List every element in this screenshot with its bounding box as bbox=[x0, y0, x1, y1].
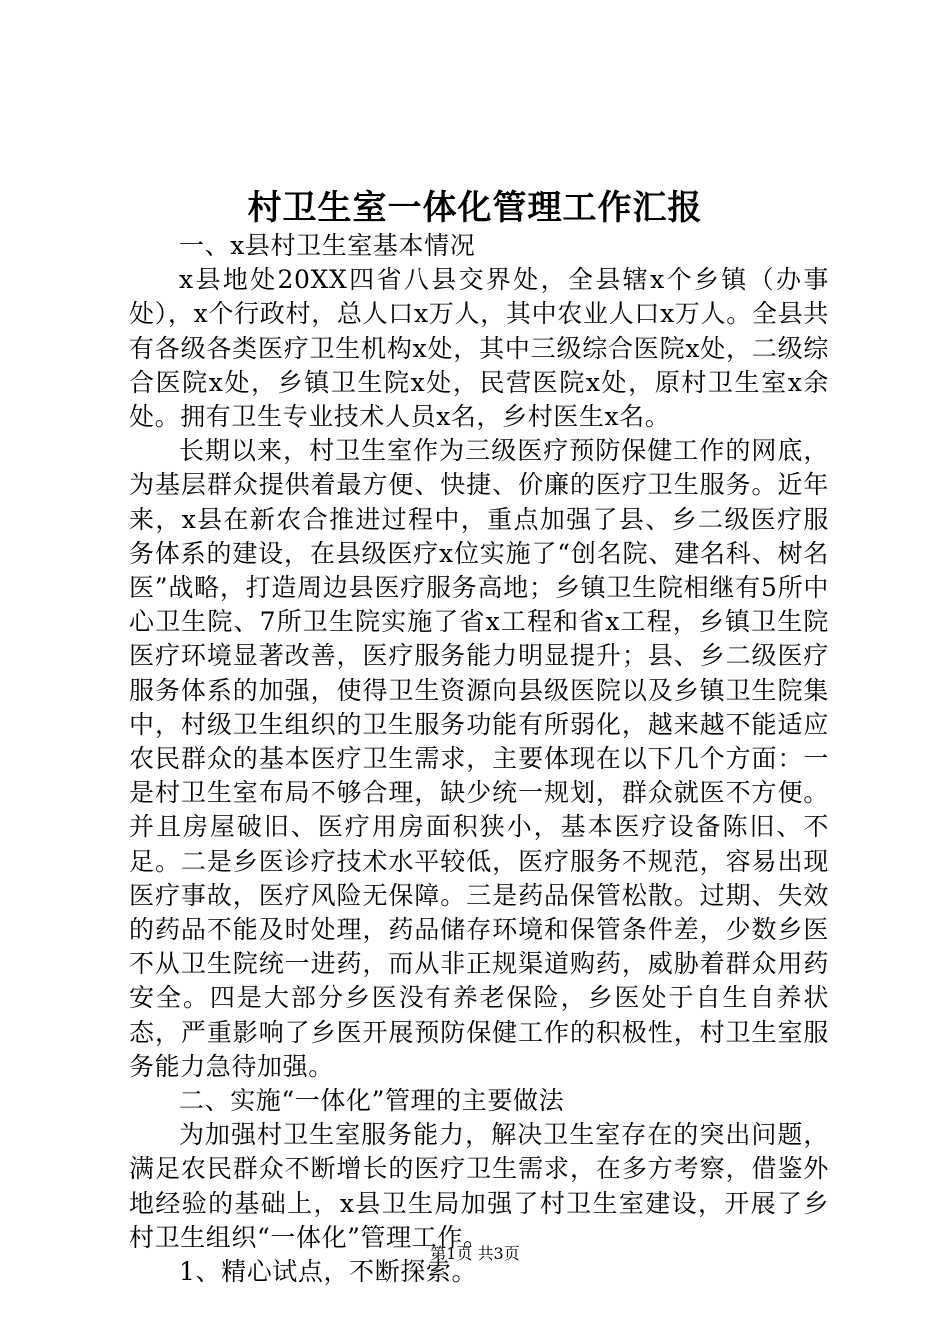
document-body bbox=[129, 229, 829, 1289]
subheading-pilot: 1、精心试点，不断探索。 bbox=[179, 1257, 478, 1287]
paragraph-problems: 长期以来，村卫生室作为三级医疗预防保健工作的网底，为基层群众提供着最方便、快捷、价廉的医疗卫生服务。近年来，x县在新农合推进过程中，重点加强了县、乡二级医疗服务体系的建设，在县级医疗x位实施了“创名院、建名科、树名医”战略，打造周边县医疗服务高地；乡镇卫生院相继有5所中心卫生院、7所卫生院实施了省x工程和省x工程，乡镇卫生院医疗环境显著改善，医疗服务能力明显提升；县、乡二级医疗服务体系的加强，使得卫生资源向县级医院以及乡镇卫生院集中，村级卫生组织的卫生服务功能有所弱化，越来越不能适应农民群众的基本医疗卫生需求，主要体现在以下几个方面：一是村卫生室布局不够合理，缺少统一规划，群众就医不方便。并且房屋破旧、医疗用房面积狭小，基本医疗设备陈旧、不足。二是乡医诊疗技术水平较低，医疗服务不规范，容易出现医疗事故，医疗风险无保障。三是药品保管松散。过期、失效的药品不能及时处理，药品储存环境和保管条件差，少数乡医不从卫生院统一进药，而从非正规渠道购药，威胁着群众用药安全。四是大部分乡医没有养老保险，乡医处于自生自养状态，严重影响了乡医开展预防保健工作的积极性，村卫生室服务能力急待加强。 bbox=[129, 436, 829, 1081]
page-footer: 第1页 共3页 bbox=[430, 1244, 520, 1263]
section-heading-2: 二、实施“一体化”管理的主要做法 bbox=[179, 1086, 565, 1116]
section-heading-1: 一、x县村卫生室基本情况 bbox=[179, 231, 476, 260]
paragraph-measures-intro: 为加强村卫生室服务能力，解决卫生室存在的突出问题，满足农民群众不断增长的医疗卫生需求，在多方考察，借鉴外地经验的基础上，x县卫生局加强了村卫生室建设，开展了乡村卫生组织“一体化”管理工作。 bbox=[129, 1120, 829, 1252]
document-title: 村卫生室一体化管理工作汇报 bbox=[247, 188, 703, 228]
paragraph-county-overview: x县地处20XX四省八县交界处，全县辖x个乡镇（办事处），x个行政村，总人口x万人，其中农业人口x万人。全县共有各级各类医疗卫生机构x处，其中三级综合医院x处，二级综合医院x处，乡镇卫生院x处，民营医院x处，原村卫生室x余处。拥有卫生专业技术人员x名，乡村医生x名。 bbox=[129, 265, 829, 432]
